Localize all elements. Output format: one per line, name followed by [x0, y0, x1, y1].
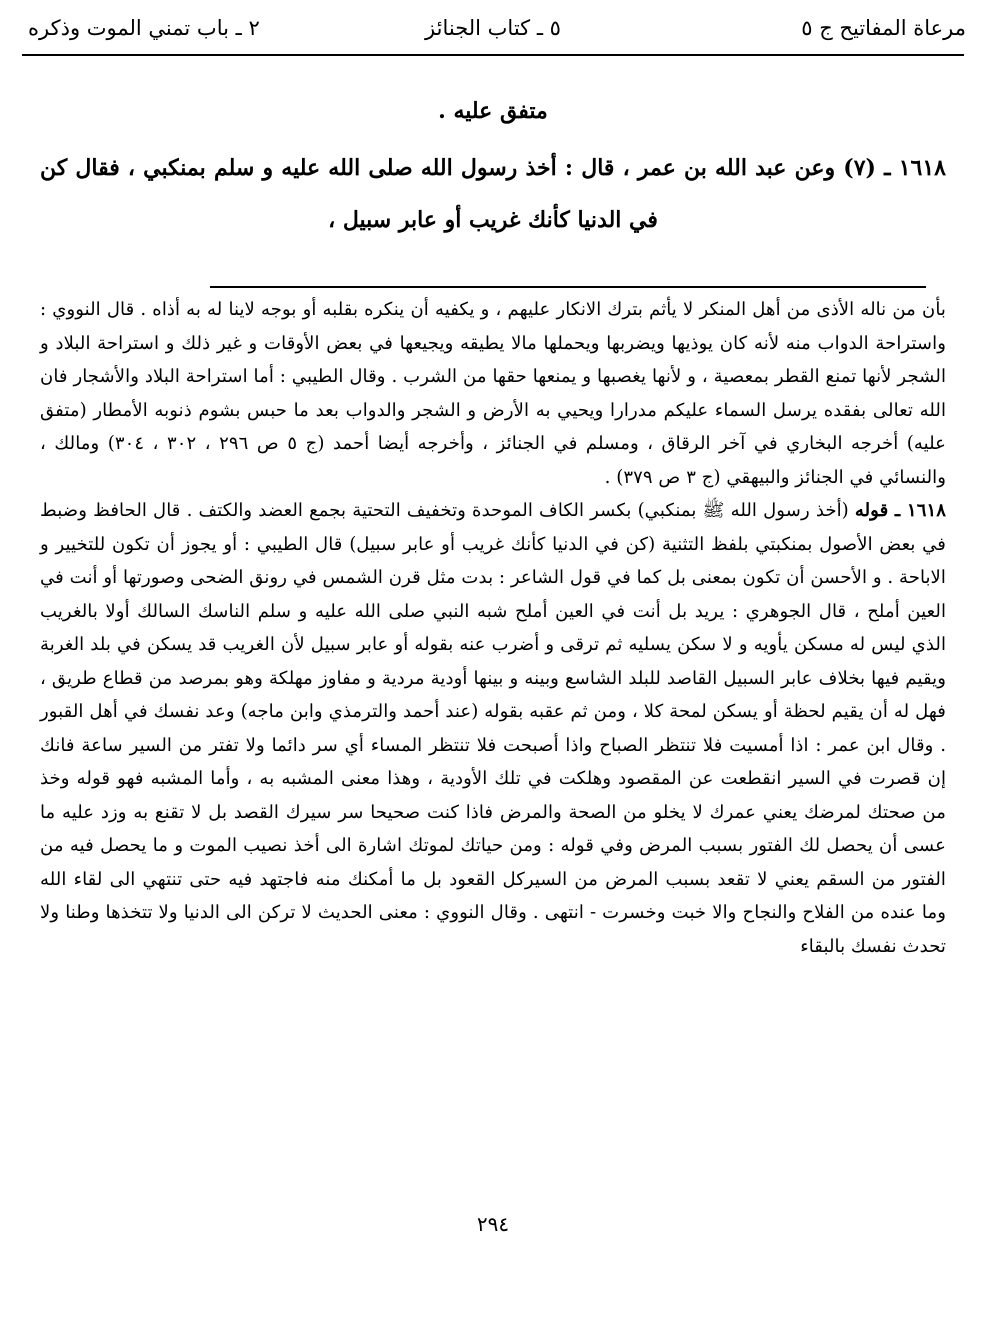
footnote-divider [210, 286, 926, 288]
commentary [40, 293, 946, 963]
commentary-section-lead: ١٦١٨ ـ قوله [854, 500, 946, 521]
closing-attribution: متفق عليه . [438, 98, 548, 124]
main-text [40, 98, 946, 246]
commentary-paragraph-2 [40, 494, 946, 963]
commentary-paragraph-2-text: (أخذ رسول الله ﷺ بمنكبي) بكسر الكاف الموحدة وتخفيف التحتية بجمع العضد والكتف . قال الحافظ وضبط في بعض الأصول بمنكبتي بلفظ التثنية (كن في الدنيا كأنك غريب أو عابر سبيل) قال الطيبي : أو يجوز أن تكون للتخيير و الاباحة . و الأحسن أن تكون بمعنى بل كما في قول الشاعر : بدت مثل قرن الشمس في رونق الضحى وصورتها أو أنت في العين أملح ، قال الجوهري : يريد بل أنت في العين أملح شبه النبي صلى الله عليه و سلم الناسك السالك أولا بالغريب الذي ليس له مسكن يأويه و لا سكن يسليه ثم ترقى و أضرب عنه بقوله أو عابر سبيل لأن الغريب قد يسكن في بلد الغربة ويقيم فيها بخلاف عابر السبيل القاصد للبلد الشاسع وبينه و بينها أودية مردية و مفاوز مهلكة وهو بمرصد من قطاع طريق ، فهل له أن يقيم لحظة أو يسكن لمحة كلا ، ومن ثم عقبه بقوله (عند أحمد والترمذي وابن ماجه) وعد نفسك في أهل القبور . وقال ابن عمر : اذا أمسيت فلا تنتظر الصباح واذا أصبحت فلا تنتظر المساء أي سر دائما ولا تفتر من السير ساعة فانك إن قصرت في السير انقطعت عن المقصود وهلكت في تلك الأودية ، وهذا معنى المشبه به ، وأما المشبه فهو قوله وخذ من صحتك لمرضك يعني عمرك لا يخلو من الصحة والمرض فاذا كنت صحيحا سر سيرك القصد بل لا تقنع به وزد عليه ما عسى أن يحصل لك الفتور بسبب المرض وفي قوله : ومن حياتك لموتك اشارة الى أخذ نصيب الموت و ما يحصل فيه من الفتور من السقم يعني لا تقعد بسبب المرض من السيركل القعود بل ما أمكنك منه فاجتهد فيه حتى تنتهي الى لقاء الله وما عنده من الفلاح والنجاح والا خبت وخسرت - انتهى . وقال النووي : معنى الحديث لا تركن الى الدنيا ولا تتخذها وطنا ولا تحدث نفسك بالبقاء [40, 500, 946, 957]
header-rule [22, 54, 964, 56]
running-head-chapter: ٢ ـ باب تمني الموت وذكره [28, 16, 260, 40]
running-head-section: ٥ ـ كتاب الجنائز [425, 16, 561, 40]
running-head-book-title: مرعاة المفاتيح ج ٥ [801, 16, 966, 40]
page-number: ٢٩٤ [476, 1212, 510, 1236]
commentary-paragraph-1: بأن من ناله الأذى من أهل المنكر لا يأثم بترك الانكار عليهم ، و يكفيه أن ينكره بقلبه أو بوجه لاينا له به أذاه . قال النووي : واستراحة الدواب منه لأنه كان يوذيها ويضربها ويحملها مالا يطيقه ويجيعها في بعض الأوقات و غير ذلك و استراحة البلاد و الشجر لأنها تمنع القطر بمعصية ، و لأنها يغصبها و يمنعها حقها من الشرب . وقال الطيبي : أما استراحة البلاد والأشجار فان الله تعالى بفقده يرسل السماء عليكم مدرارا ويحيي به الأرض و الشجر والدواب بعد ما حبس بشوم ذنوبه الأمطار (متفق عليه) أخرجه البخاري في آخر الرقاق ، ومسلم في الجنائز ، وأخرجه أيضا أحمد (ج ٥ ص ٢٩٦ ، ٣٠٢ ، ٣٠٤) ومالك ، والنسائي في الجنائز والبيهقي (ج ٣ ص ٣٧٩) . [40, 299, 947, 488]
hadith-text: ١٦١٨ ـ (٧) وعن عبد الله بن عمر ، قال : أخذ رسول الله صلى الله عليه و سلم بمنكبي ، فقال كن في الدنيا كأنك غريب أو عابر سبيل ، [40, 155, 946, 233]
